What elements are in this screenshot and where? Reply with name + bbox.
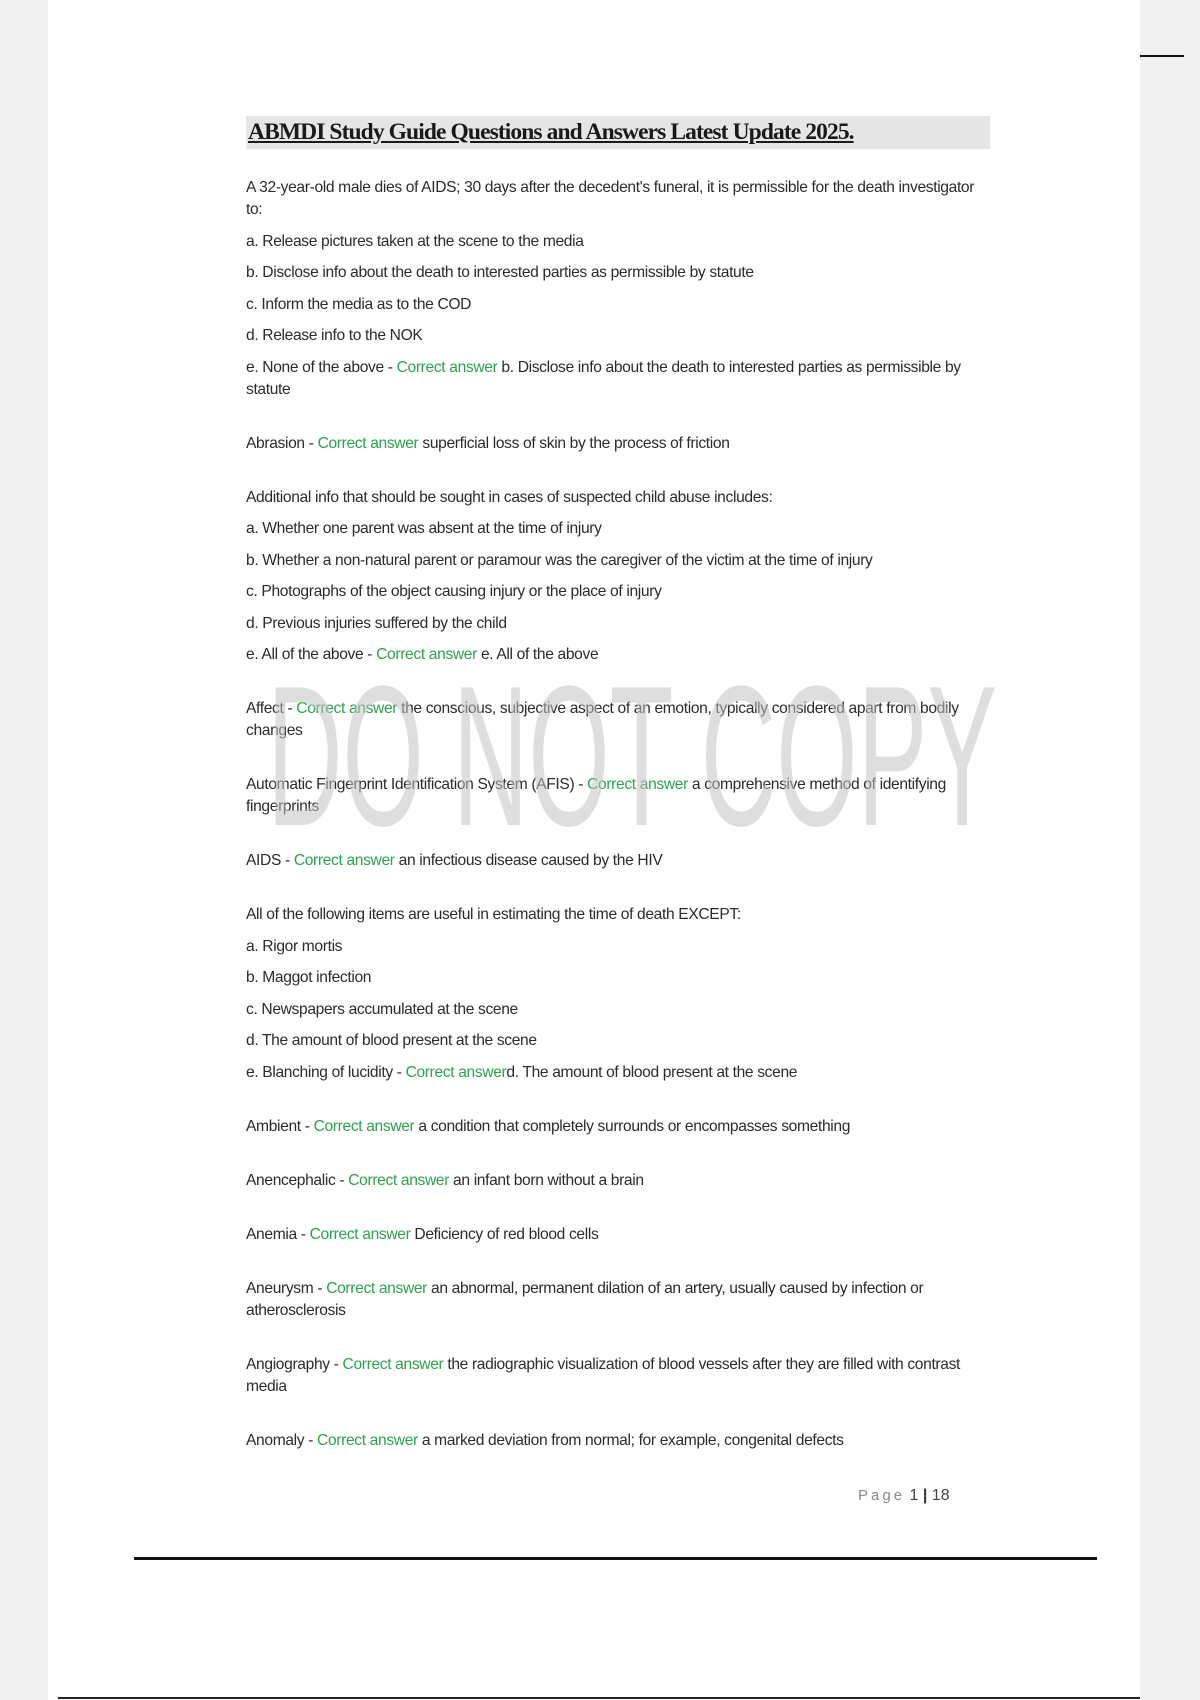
term-text: Automatic Fingerprint Identification System (AFIS) - xyxy=(246,776,588,793)
answer-text: an infant born without a brain xyxy=(449,1171,644,1189)
qa-line xyxy=(246,325,994,347)
answer-text: an abnormal, permanent dilation of an artery, usually caused by infection or atherosclerosis xyxy=(246,1279,924,1319)
qa-line xyxy=(246,518,994,540)
line-text: Additional info that should be sought in cases of suspected child abuse includes: xyxy=(246,488,773,506)
page-footer xyxy=(858,1487,950,1505)
title-bar xyxy=(246,116,990,149)
qa-line xyxy=(246,967,994,989)
qa-line xyxy=(246,999,994,1021)
term-text: Ambient - xyxy=(246,1117,314,1135)
correct-answer-label: Correct answer xyxy=(396,358,498,376)
page-total: 18 xyxy=(931,1487,950,1504)
term-text: AIDS - xyxy=(246,852,294,869)
qa-line xyxy=(246,644,994,666)
term-text: Anomaly - xyxy=(246,1431,318,1449)
answer-text: a marked deviation from normal; for example, congenital defects xyxy=(417,1431,844,1449)
qa-line xyxy=(246,1224,994,1246)
qa-line xyxy=(246,177,994,221)
document-title: ABMDI Study Guide Questions and Answers Latest Update 2025. xyxy=(248,119,854,145)
term-text: e. All of the above - xyxy=(246,646,377,663)
qa-line xyxy=(246,1278,994,1322)
qa-line xyxy=(246,262,994,284)
qa-line xyxy=(246,433,994,455)
term-text: Anencephalic - xyxy=(246,1171,349,1189)
qa-line xyxy=(246,936,994,958)
line-text: c. Newspapers accumulated at the scene xyxy=(246,1000,518,1018)
line-text: All of the following items are useful in estimating the time of death EXCEPT: xyxy=(246,906,741,923)
qa-line xyxy=(246,294,994,316)
line-text: c. Photographs of the object causing injury or the place of injury xyxy=(246,583,662,600)
term-text: e. None of the above - xyxy=(246,358,397,376)
answer-text: Deficiency of red blood cells xyxy=(410,1225,599,1243)
line-text: a. Rigor mortis xyxy=(246,937,343,955)
qa-entry xyxy=(246,487,994,667)
watermark-text: DO NOT COPY xyxy=(267,655,997,855)
correct-answer-label: Correct answer xyxy=(376,646,477,663)
line-text: b. Whether a non-natural parent or paramour was the caregiver of the victim at the time of injury xyxy=(246,551,873,569)
qa-line xyxy=(246,550,994,572)
line-text: d. Release info to the NOK xyxy=(246,327,423,344)
line-text: c. Inform the media as to the COD xyxy=(246,295,472,313)
line-text: b. Maggot infection xyxy=(246,969,372,986)
term-text: Affect - xyxy=(246,700,297,717)
qa-line xyxy=(246,581,994,603)
correct-answer-label: Correct answer xyxy=(342,1355,444,1373)
term-text: Angiography - xyxy=(246,1355,343,1373)
qa-line xyxy=(246,774,994,818)
term-text: Aneurysm - xyxy=(246,1279,327,1297)
qa-entry xyxy=(246,177,994,401)
qa-entry xyxy=(246,850,994,872)
term-text: Anemia - xyxy=(246,1225,310,1243)
answer-text: the conscious, subjective aspect of an emotion, typically considered apart from bodily changes xyxy=(246,700,959,739)
document-content xyxy=(246,116,994,1484)
qa-entry xyxy=(246,904,994,1084)
qa-entry xyxy=(246,1224,994,1246)
qa-entries xyxy=(246,177,994,1452)
correct-answer-label: Correct answer xyxy=(326,1279,428,1297)
correct-answer-label: Correct answer xyxy=(309,1225,411,1243)
page-number: 1 xyxy=(909,1487,919,1504)
qa-line xyxy=(246,904,994,926)
bottom-rule xyxy=(134,1557,1097,1560)
correct-answer-label: Correct answer xyxy=(293,852,395,869)
qa-line xyxy=(246,698,994,742)
qa-line xyxy=(246,1116,994,1138)
qa-line xyxy=(246,613,994,635)
correct-answer-label: Correct answer xyxy=(317,434,419,452)
answer-text: the radiographic visualization of blood vessels after they are filled with contrast media xyxy=(246,1355,961,1395)
answer-text: an infectious disease caused by the HIV xyxy=(394,852,663,869)
line-text: b. Disclose info about the death to interested parties as permissible by statute xyxy=(246,264,754,281)
qa-entry xyxy=(246,1116,994,1138)
qa-entry xyxy=(246,433,994,455)
answer-text: b. Disclose info about the death to interested parties as permissible by statute xyxy=(246,358,961,398)
page-edge-rule xyxy=(58,1697,1140,1699)
line-text: A 32-year-old male dies of AIDS; 30 days after the decedent's funeral, it is permissible for the death investigator to: xyxy=(246,179,975,218)
correct-answer-label: Correct answer xyxy=(296,700,398,717)
qa-entry xyxy=(246,698,994,742)
qa-line xyxy=(246,1354,994,1398)
qa-entry xyxy=(246,774,994,818)
answer-text: a condition that completely surrounds or encompasses something xyxy=(414,1117,851,1135)
qa-line xyxy=(246,487,994,509)
answer-text: e. All of the above xyxy=(476,646,599,663)
qa-entry xyxy=(246,1430,994,1452)
page-word: Page xyxy=(858,1487,906,1504)
correct-answer-label: Correct answer xyxy=(587,776,688,793)
correct-answer-label: Correct answer xyxy=(317,1431,418,1449)
answer-text: a comprehensive method of identifying fingerprints xyxy=(246,776,946,815)
qa-entry xyxy=(246,1170,994,1192)
qa-line xyxy=(246,1170,994,1192)
qa-line xyxy=(246,231,994,253)
qa-line xyxy=(246,357,994,401)
answer-text: superficial loss of skin by the process of friction xyxy=(418,434,730,452)
line-text: d. The amount of blood present at the scene xyxy=(246,1032,537,1049)
line-text: a. Whether one parent was absent at the time of injury xyxy=(246,520,602,537)
line-text: d. Previous injuries suffered by the child xyxy=(246,614,507,632)
page-separator: | xyxy=(922,1487,928,1504)
qa-line xyxy=(246,850,994,872)
answer-text: d. The amount of blood present at the scene xyxy=(506,1063,798,1081)
correct-answer-label: Correct answer xyxy=(405,1063,507,1081)
qa-line xyxy=(246,1430,994,1452)
line-text: a. Release pictures taken at the scene to the media xyxy=(246,232,584,250)
correct-answer-label: Correct answer xyxy=(313,1117,415,1135)
correct-answer-label: Correct answer xyxy=(348,1171,450,1189)
term-text: e. Blanching of lucidity - xyxy=(246,1063,406,1081)
top-right-dash xyxy=(1140,55,1184,57)
qa-entry xyxy=(246,1354,994,1398)
qa-line xyxy=(246,1030,994,1052)
term-text: Abrasion - xyxy=(246,434,318,452)
qa-entry xyxy=(246,1278,994,1322)
qa-line xyxy=(246,1062,994,1084)
